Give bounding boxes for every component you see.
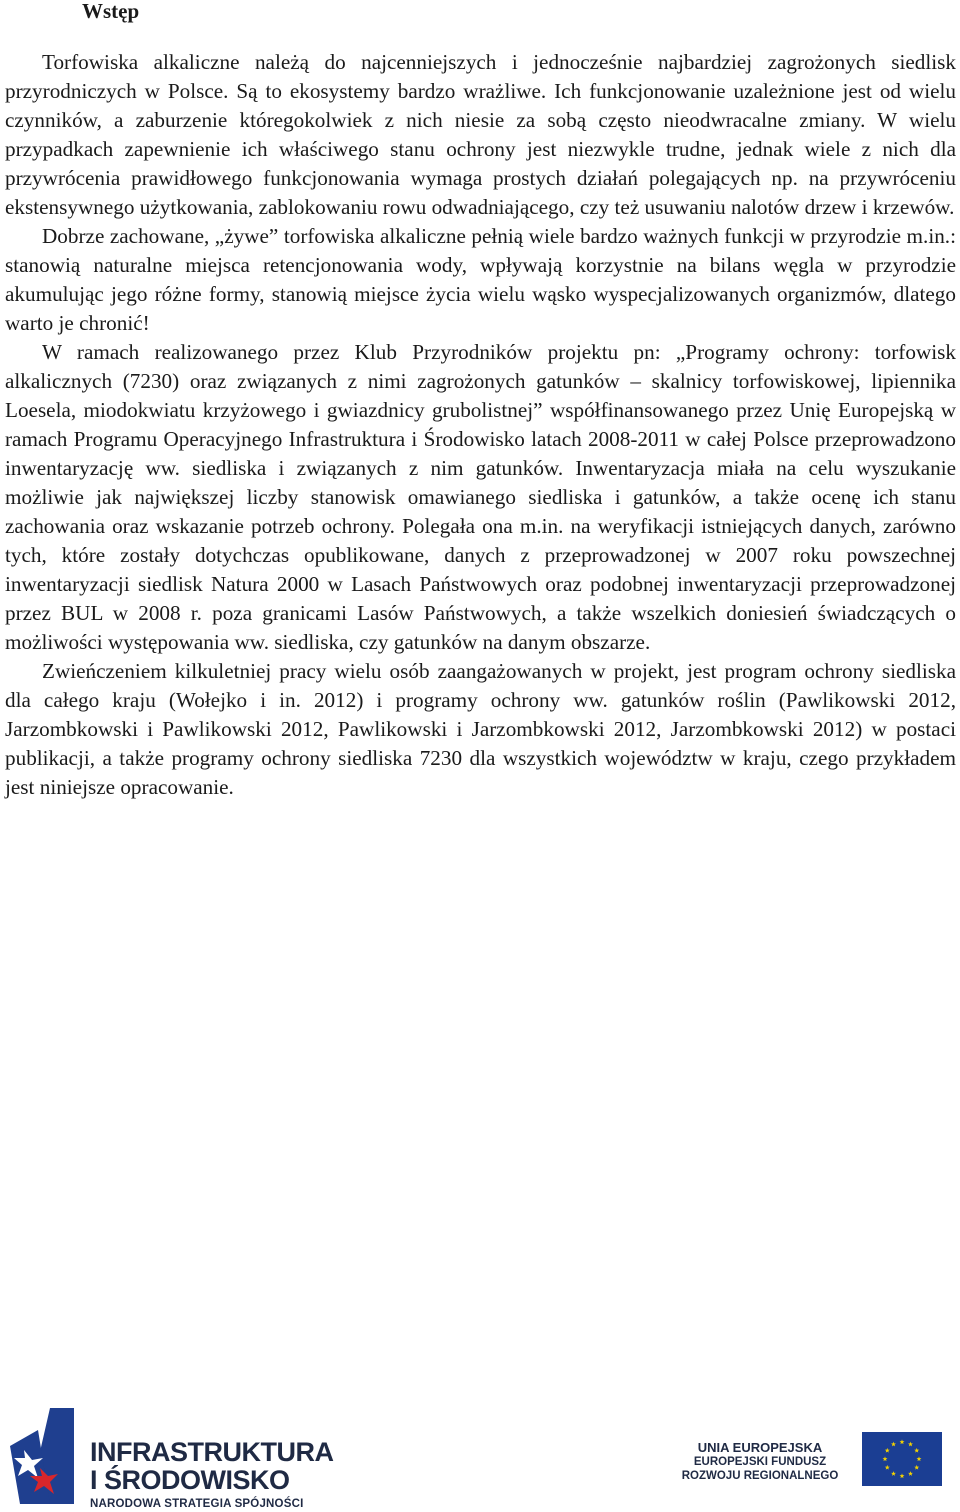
eu-line-fundusz: EUROPEJSKI FUNDUSZ [693, 1456, 827, 1468]
logo-line-infrastruktura: INFRASTRUKTURA [90, 1437, 334, 1467]
paragraph-2: Dobrze zachowane, „żywe” torfowiska alkaliczne pełnią wiele bardzo ważnych funkcji w przyrodzie m.in.: stanowią naturalne miejsca retencjonowania wody, wpływają korzystnie na bilans węgla w przyrodzie akumulując jego różne formy, stanowią miejsce życia wielu wąsko wyspecjalizowanych organizmów, dlatego warto je chronić! [5, 224, 956, 335]
infrastruktura-logo-mark-icon [10, 1408, 74, 1504]
paragraph-1: Torfowiska alkaliczne należą do najcenniejszych i jednocześnie najbardziej zagrożonych siedlisk przyrodniczych w Polsce. Są to ekosystemy bardzo wrażliwe. Ich funkcjonowanie uzależnione jest od wielu czynników, a zaburzenie któregokolwiek z nich niesie za sobą często nieodwracalne zmiany. W wielu przypadkach zapewnienie ich właściwego stanu ochrony jest niezwykle trudne, jednak wiele z nich dla przywrócenia prawidłowego funkcjonowania wymaga prostych działań polegających np. na przywróceniu ekstensywnego użytkowania, zablokowaniu rowu odwadniającego, czy też usuwaniu nalotów drzew i krzewów. [5, 50, 956, 219]
eu-line-unia: UNIA EUROPEJSKA [697, 1440, 823, 1455]
logo-line-srodowisko: I ŚRODOWISKO [90, 1465, 290, 1495]
eu-flag-icon [862, 1432, 942, 1486]
infrastruktura-logo-text [90, 1438, 333, 1510]
logo-line-nss: NARODOWA STRATEGIA SPÓJNOŚCI [90, 1498, 304, 1510]
section-heading: Wstęp [82, 0, 140, 23]
eu-logo-text [670, 1440, 850, 1483]
paragraph-3: W ramach realizowanego przez Klub Przyrodników projektu pn: „Programy ochrony: torfowisk alkalicznych (7230) oraz związanych z nimi zagrożonych gatunków – skalnicy torfowiskowej, lipiennika Loesela, miodokwiatu krzyżowego i gwiazdnicy grubolistnej” współfinansowanego przez Unię Europejską w ramach Programu Operacyjnego Infrastruktura i Środowisko latach 2008-2011 w całej Polsce przeprowadzono inwentaryzację ww. siedliska i związanych z nim gatunków. Inwentaryzacja miała na celu wyszukanie możliwie jak największej liczby stanowisk omawianego siedliska i gatunków, a także ocenę ich stanu zachowania oraz wskazanie potrzeb ochrony. Polegała ona m.in. na weryfikacji istniejących danych, zarówno tych, które zostały dotychczas opublikowane, danych z przeprowadzonej w 2007 roku powszechnej inwentaryzacji siedlisk Natura 2000 w Lasach Państwowych oraz podobnej inwentaryzacji przeprowadzonej przez BUL w 2008 r. poza granicami Lasów Państwowych, a także wszelkich doniesień świadczących o możliwości występowania ww. siedliska, czy gatunków na danym obszarze. [5, 340, 956, 654]
infrastruktura-logo [10, 1408, 334, 1510]
paragraph-4: Zwieńczeniem kilkuletniej pracy wielu osób zaangażowanych w projekt, jest program ochrony siedliska dla całego kraju (Wołejko i in. 2012) i programy ochrony ww. gatunków roślin (Pawlikowski 2012, Jarzombkowski i Pawlikowski 2012, Pawlikowski i Jarzombkowski 2012, Jarzombkowski 2012) w postaci publikacji, a także programy ochrony siedliska 7230 dla wszystkich województw w kraju, czego przykładem jest niniejsze opracowanie. [5, 659, 956, 799]
eu-line-rozwoju: ROZWOJU REGIONALNEGO [681, 1470, 839, 1482]
body-text [5, 48, 956, 802]
eu-logo [650, 1428, 950, 1500]
